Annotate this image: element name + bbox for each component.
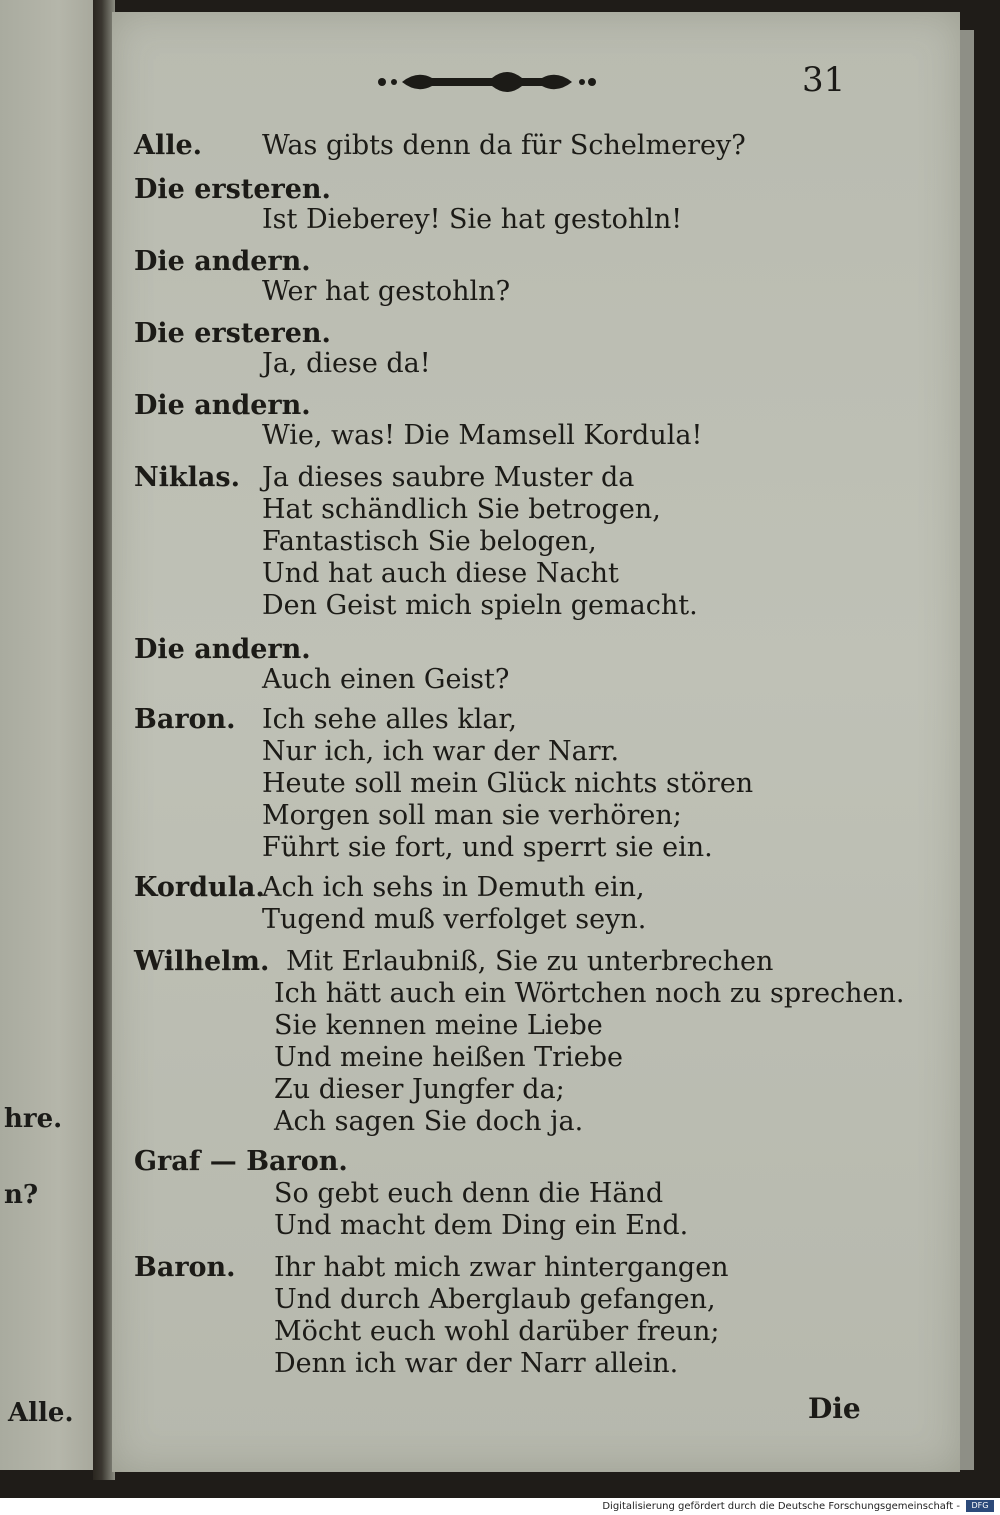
left-page-fragment: Alle.: [8, 1398, 74, 1428]
ornament-icon: [372, 62, 602, 102]
left-page-fragment: n?: [4, 1180, 39, 1210]
right-page: 31 Alle. Was gibts denn da für Schelmerey? Die ersteren. Ist Dieberey! Sie hat gestohln! Die andern. Wer hat gestohln? Die ersteren. Ja, diese da! Die andern. Wie, was! Die Mamsell Kordula! Niklas. Ja dieses saubre Muster da Hat schändlich Sie betrogen, Fantastisch Sie belogen, Und hat auch diese Nacht Den Geist mich spieln gemacht. Die andern. Auch einen Geist? Baron. Ich sehe alles klar, Nur ich, ich war der Narr. Heute soll mein Glück nichts stören Morgen soll man sie verhören; Führt sie fort, und sperrt sie ein. Kordula. Ach ich sehs in Demuth ein, Tugend muß verfolget seyn. Wilhelm. Mit Erlaubniß, Sie zu unterbrechen Ich hätt auch ein Wörtchen noch zu sprechen. Sie kennen meine Liebe Und meine heißen Triebe Zu dieser Jungfer da; Ach sagen Sie doch ja. Graf — Baron. So gebt euch denn die Händ Und macht dem Ding ein End. Baron. Ihr habt mich zwar hintergangen Und durch Aberglaub gefangen, Möcht euch wohl darüber freun; Denn ich war der Narr allein. Die: [112, 12, 960, 1472]
left-page-edge: [0, 0, 98, 1470]
dfg-logo-icon: DFG: [966, 1500, 994, 1512]
page-edge: [958, 30, 974, 1470]
text-line: Baron. Ich sehe alles klar,: [134, 704, 517, 735]
left-page-fragment: hre.: [4, 1104, 63, 1134]
text-line: Kordula. Ach ich sehs in Demuth ein,: [134, 872, 645, 903]
text-line: Baron. Ihr habt mich zwar hintergangen: [134, 1252, 729, 1283]
text-line: Die andern.: [134, 634, 311, 665]
footer-credit: Digitalisierung gefördert durch die Deutsche Forschungsgemeinschaft -: [602, 1501, 960, 1512]
page-number: 31: [802, 60, 846, 100]
digitization-footer: [0, 1498, 1000, 1515]
text-line: Niklas. Ja dieses saubre Muster da: [134, 462, 635, 493]
text-line: Graf — Baron.: [134, 1146, 348, 1177]
text-line: Die andern.: [134, 246, 311, 277]
catchword: Die: [808, 1392, 861, 1425]
text-line: Die andern.: [134, 390, 311, 421]
text-line: Die ersteren.: [134, 318, 331, 349]
text-line: Die ersteren.: [134, 174, 331, 205]
text-line: Wilhelm. Mit Erlaubniß, Sie zu unterbrechen: [134, 946, 774, 977]
text-line: Alle. Was gibts denn da für Schelmerey?: [134, 130, 746, 161]
